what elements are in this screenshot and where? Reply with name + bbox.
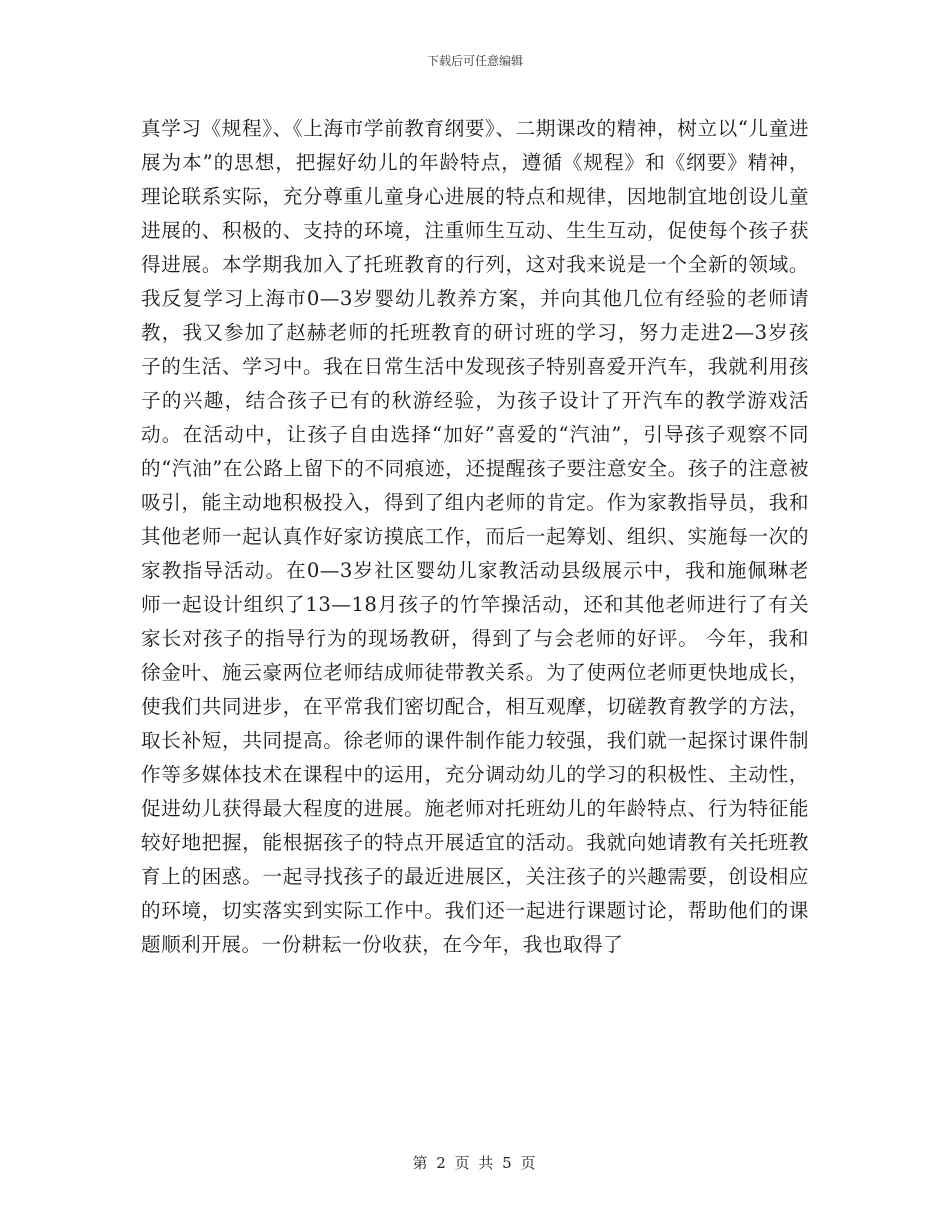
document-body-text: 真学习《规程》、《上海市学前教育纲要》、二期课改的精神，树立以“儿童进展为本”的思想，把握好幼儿的年龄特点，遵循《规程》和《纲要》精神，理论联系实际，充分尊重儿童身心进展的特点和规律，因地制宜地创设儿童进展的、积极的、支持的环境，注重师生互动、生生互动，促使每个孩子获得进展。本学期我加入了托班教育的行列，这对我来说是一个全新的领域。我反复学习上海市0—3岁婴幼儿教养方案，并向其他几位有经验的老师请教，我又参加了赵赫老师的托班教育的研讨班的学习，努力走进2—3岁孩子的生活、学习中。我在日常生活中发现孩子特别喜爱开汽车，我就利用孩子的兴趣，结合孩子已有的秋游经验，为孩子设计了开汽车的教学游戏活动。在活动中，让孩子自由选择“加好”喜爱的“汽油”，引导孩子观察不同的“汽油”在公路上留下的不同痕迹，还提醒孩子要注意安全。孩子的注意被吸引，能主动地积极投入，得到了组内老师的肯定。作为家教指导员，我和其他老师一起认真作好家访摸底工作，而后一起筹划、组织、实施每一次的家教指导活动。在0—3岁社区婴幼儿家教活动县级展示中，我和施佩琳老师一起设计组织了13—18月孩子的竹竿操活动，还和其他老师进行了有关家长对孩子的指导行为的现场教研，得到了与会老师的好评。 今年，我和徐金叶、施云豪两位老师结成师徒带教关系。为了使两位老师更快地成长，使我们共同进步，在平常我们密切配合，相互观摩，切磋教育教学的方法，取长补短，共同提高。徐老师的课件制作能力较强，我们就一起探讨课件制作等多媒体技术在课程中的运用，充分调动幼儿的学习的积极性、主动性，促进幼儿获得最大程度的进展。施老师对托班幼儿的年龄特点、行为特征能较好地把握，能根据孩子的特点开展适宜的活动。我就向她请教有关托班教育上的困惑。一起寻找孩子的最近进展区，关注孩子的兴趣需要，创设相应的环境，切实落实到实际工作中。我们还一起进行课题讨论，帮助他们的课题顺利开展。一份耕耘一份收获，在今年，我也取得了 <box>141 117 809 956</box>
page-number-footer: 第 2 页 共 5 页 <box>412 1154 538 1172</box>
page-header: 下载后可任意编辑 <box>426 54 523 68</box>
